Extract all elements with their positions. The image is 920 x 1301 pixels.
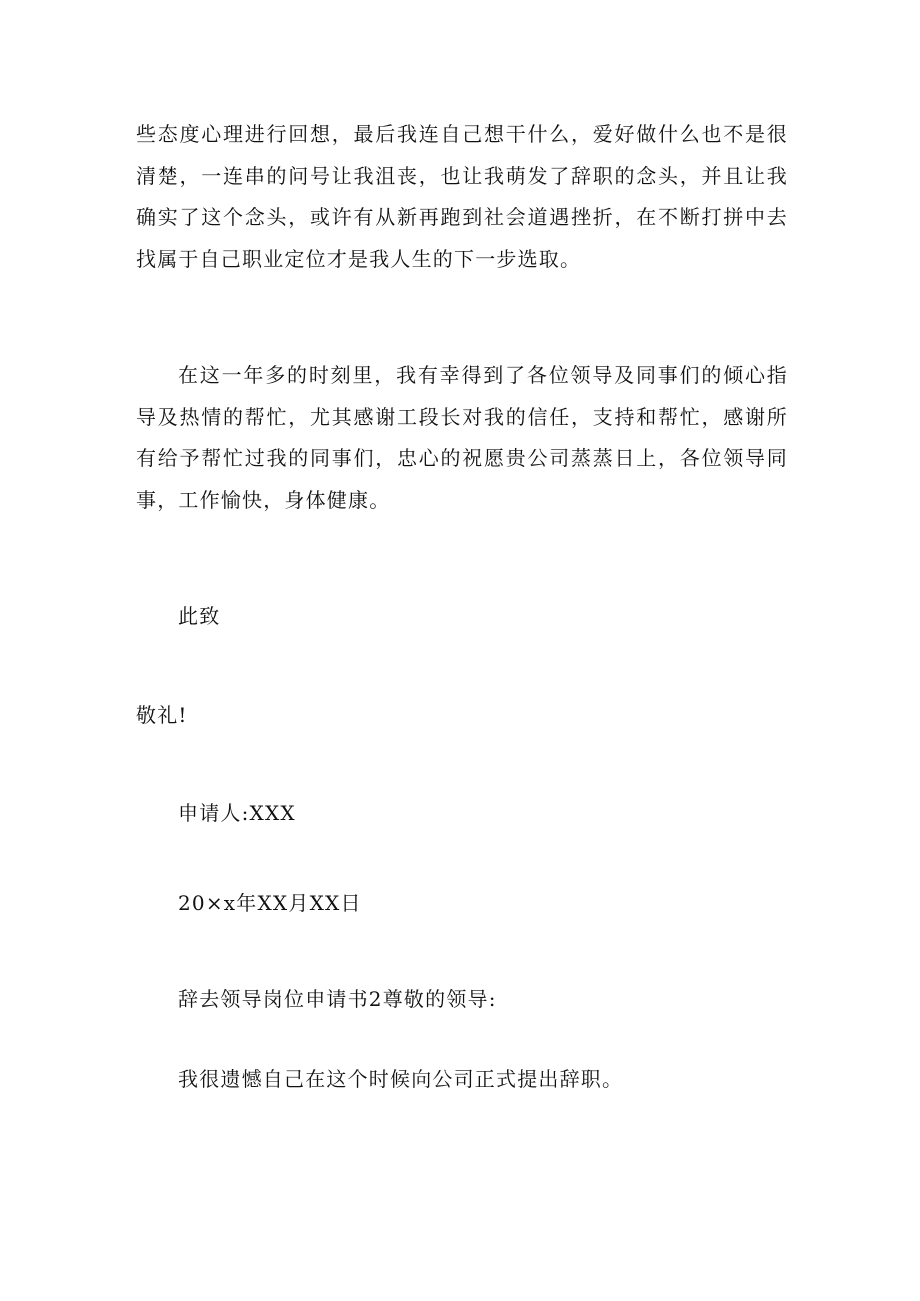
letter-date: 20×x年XX月XX日 xyxy=(178,891,362,915)
paragraph-thanks: 在这一年多的时刻里，我有幸得到了各位领导及同事们的倾心指导及热情的帮忙，尤其感谢工段长对我的信任，支持和帮忙，感谢所有给予帮忙过我的同事们，忠心的祝愿贵公司蒸蒸日上，各位领导同事，工作愉快，身体健康。 xyxy=(136,363,788,512)
paragraph-reflection: 些态度心理进行回想，最后我连自己想干什么，爱好做什么也不是很清楚，一连串的问号让我沮丧，也让我萌发了辞职的念头，并且让我确实了这个念头，或许有从新再跑到社会道遇挫折，在不断打拼中去找属于自己职业定位才是我人生的下一步选取。 xyxy=(136,122,788,271)
closing-cizhi: 此致 xyxy=(178,604,221,628)
closing-jingli: 敬礼! xyxy=(136,703,188,727)
second-letter-body: 我很遗憾自己在这个时候向公司正式提出辞职。 xyxy=(178,1067,624,1091)
applicant-signature: 申请人:XXX xyxy=(178,801,296,825)
second-letter-heading: 辞去领导岗位申请书2尊敬的领导: xyxy=(178,987,497,1011)
